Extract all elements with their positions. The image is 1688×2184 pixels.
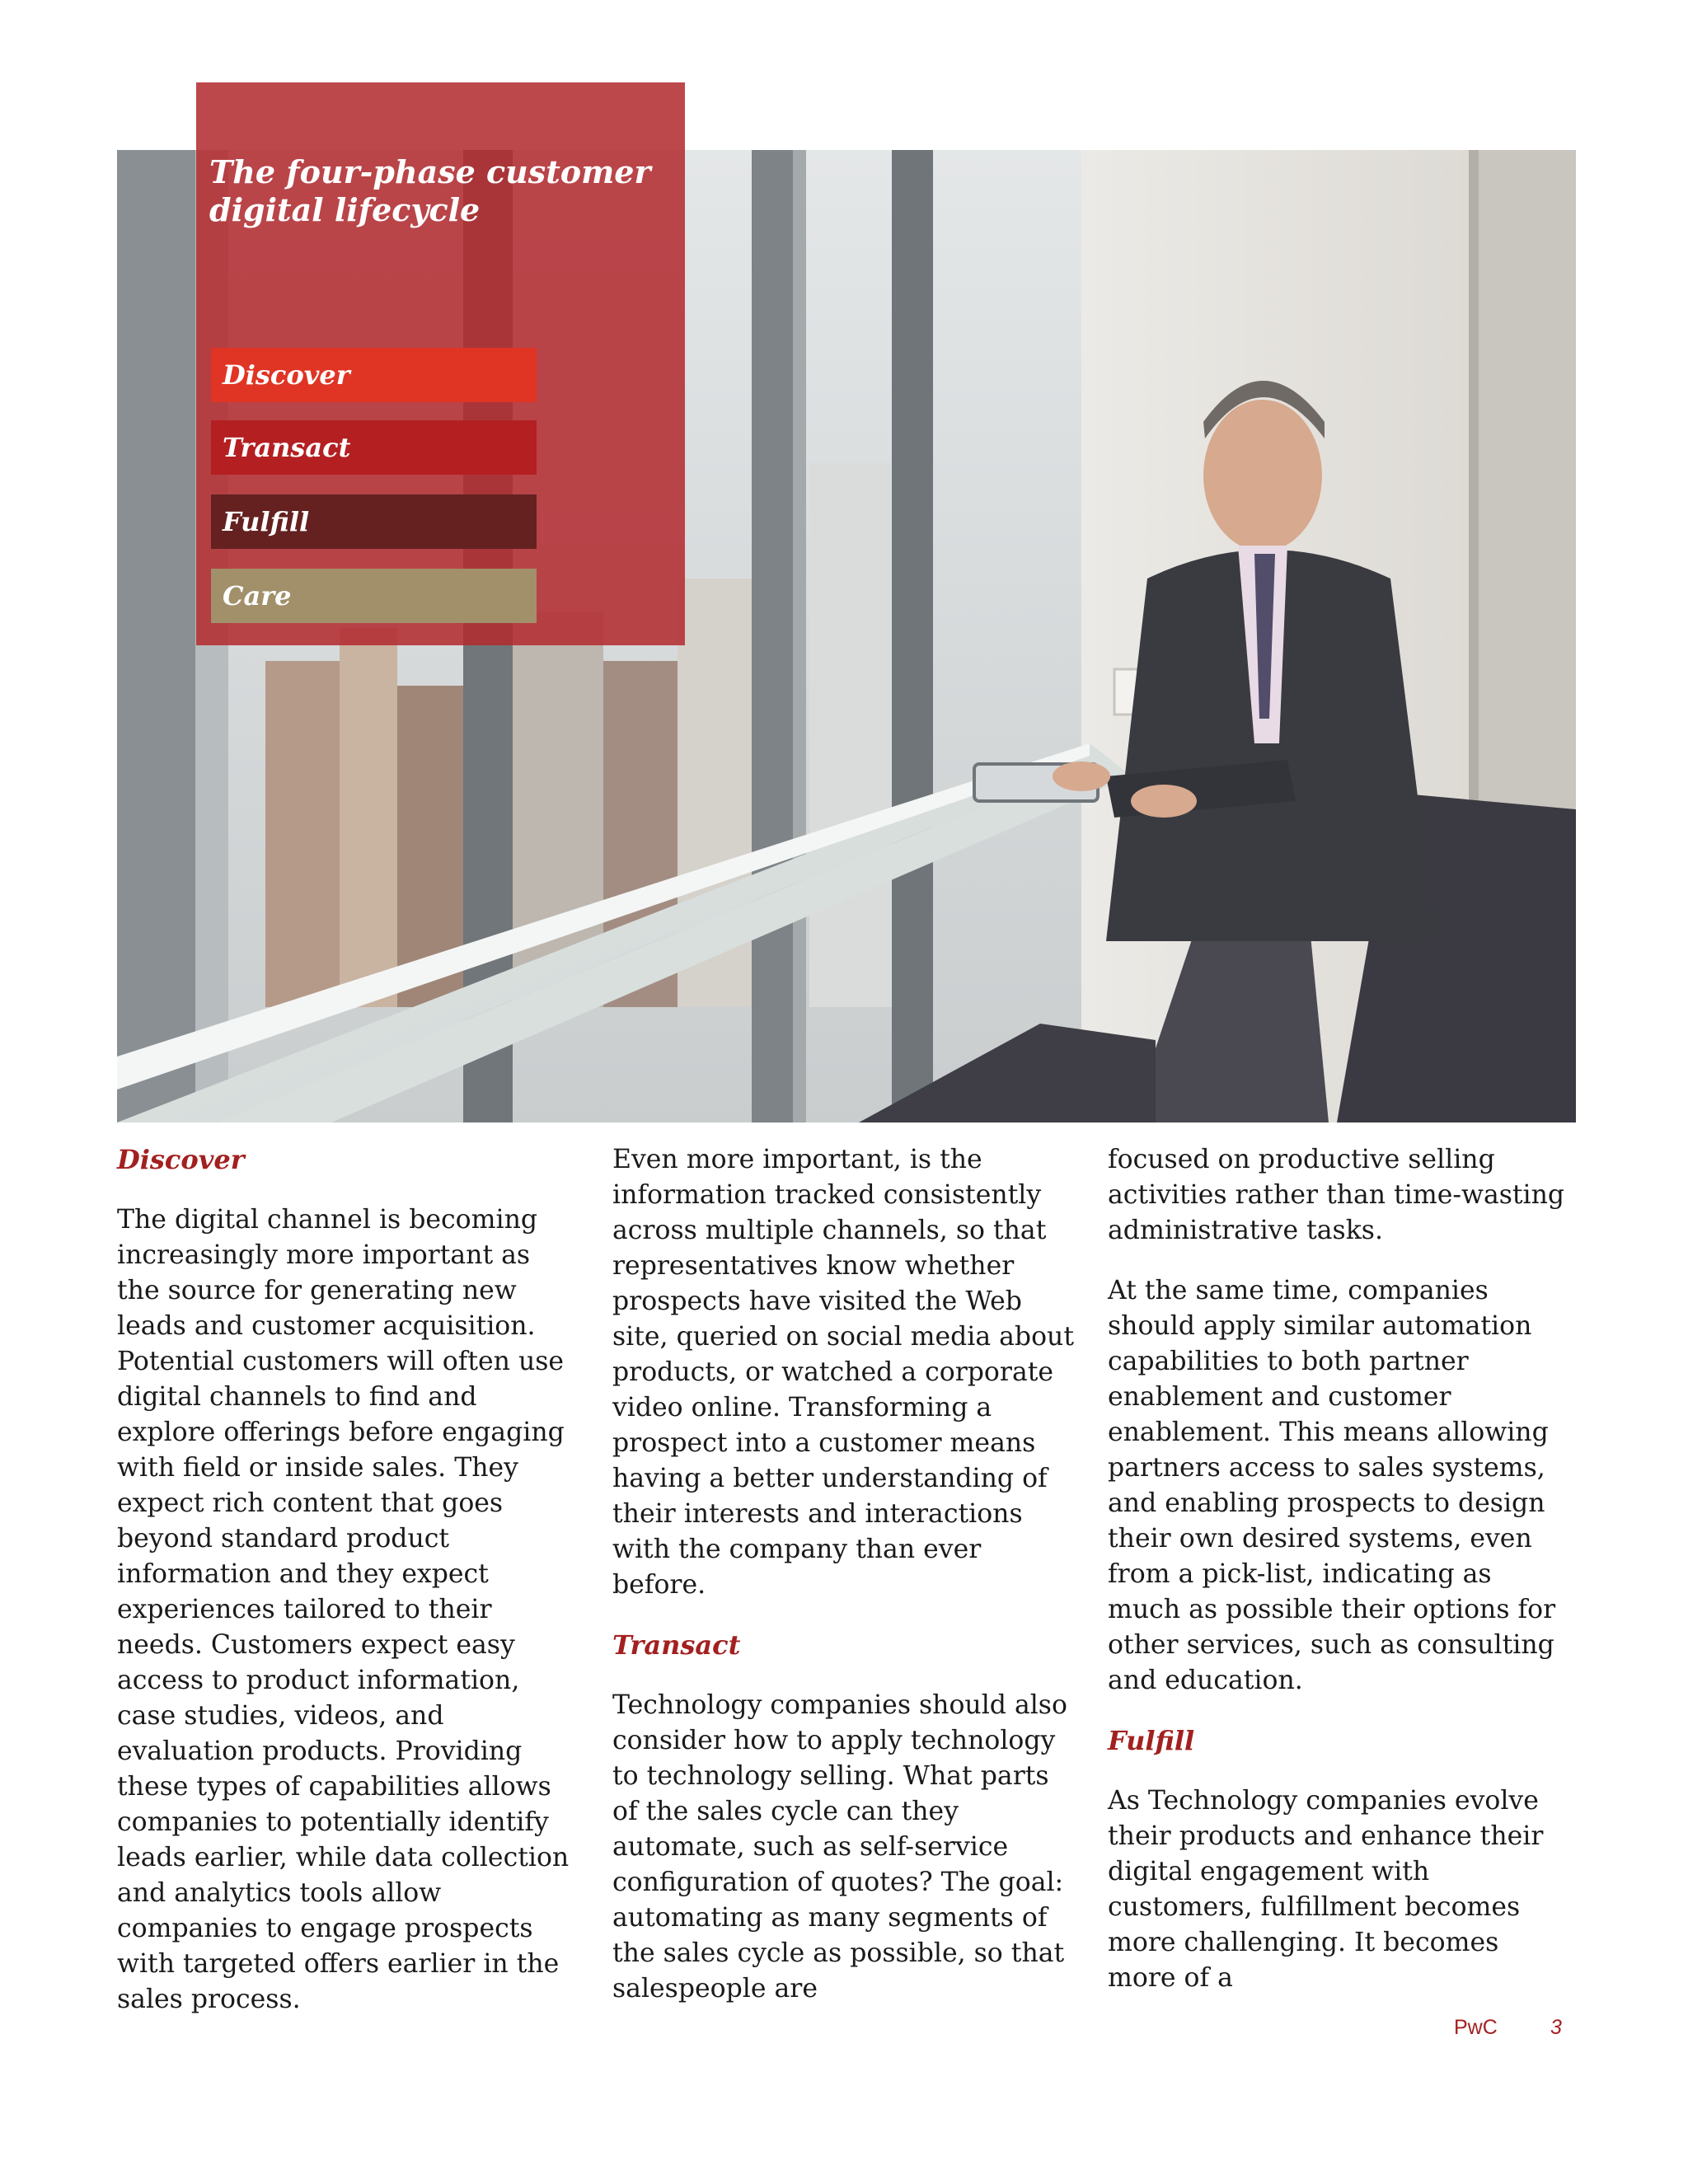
- channels-paragraph: Even more important, is the information tracked consistently across multiple channels, so that representatives know whether prospects have visited the Web site, queried on social media about products, or watched a corporate video online. Transforming a prospect into a customer means having a better understanding of their interests and interactions with the company than ever before.: [612, 1145, 1074, 1600]
- discover-paragraph: The digital channel is becoming increasingly more important as the source for generating new leads and customer acquisition. Potential customers will often use digital channels to find and explore offerings before engaging with field or inside sales. They expect rich content that goes beyond standard product information and they expect experiences tailored to their needs. Customers expect easy access to product information, case studies, videos, and evaluation products. Providing these types of capabilities allows companies to potentially identify leads earlier, while data collection and analytics tools allow companies to engage prospects with targeted offers earlier in the sales process.: [117, 1205, 570, 2014]
- footer-brand: PwC: [1454, 2016, 1498, 2039]
- lifecycle-callout: [196, 82, 685, 645]
- transact-paragraph: Technology companies should also consider how to apply technology to technology selling. What parts of the sales cycle can they automate, such as self-service configuration of quotes? The goal: automating as many segments of the sales cycle as possible, so that salespeople are: [612, 1690, 1067, 2004]
- callout-title: The four-phase customer digital lifecycle: [209, 153, 651, 228]
- phase-discover: Discover: [211, 348, 537, 402]
- fulfill-paragraph: As Technology companies evolve their products and enhance their digital engagement with customers, fulfillment becomes more challenging. It becomes more of a: [1108, 1786, 1544, 1993]
- page-number: 3: [1550, 2016, 1562, 2039]
- phase-fulfill: Fulfill: [211, 494, 537, 549]
- enablement-paragraph: At the same time, companies should apply similar automation capabilities to both partner enablement and customer enablement. This means allowing partners access to sales systems, and enabling prospects to design their own desired systems, even from a pick-list, indicating as much as possible their options for other services, such as consulting and education.: [1108, 1276, 1556, 1695]
- text-column-3: [1108, 1142, 1569, 1996]
- phase-care: Care: [211, 569, 537, 623]
- section-heading-fulfill: Fulfill: [1108, 1725, 1195, 1756]
- productive-selling-paragraph: focused on productive selling activities rather than time-wasting administrative tasks.: [1108, 1145, 1565, 1245]
- text-column-2: [612, 1142, 1074, 2007]
- phase-transact: Transact: [211, 420, 537, 475]
- section-heading-transact: Transact: [612, 1629, 741, 1661]
- section-heading-discover: Discover: [117, 1144, 245, 1175]
- text-column-1: [117, 1142, 579, 2018]
